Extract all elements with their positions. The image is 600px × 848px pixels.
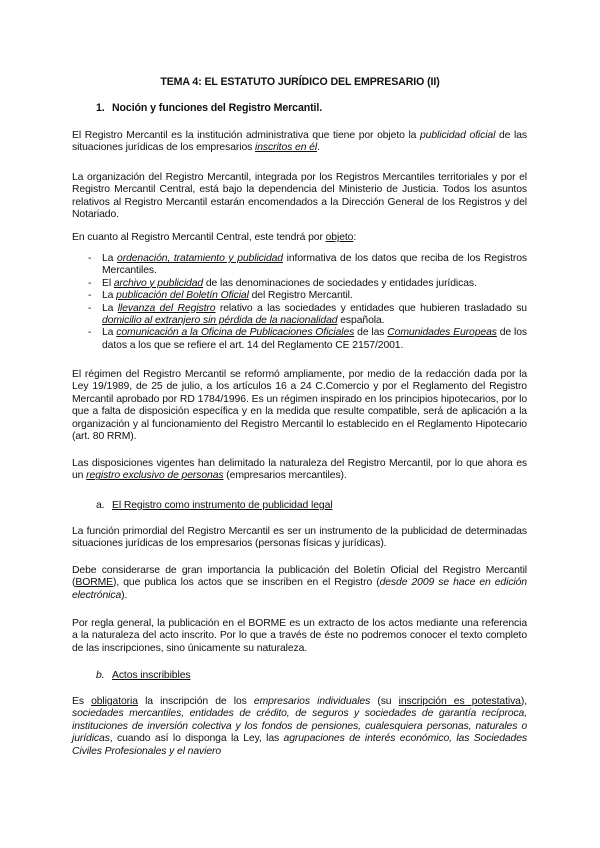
text-run: ( bbox=[72, 577, 76, 589]
text-run: publicación del Boletín Oficial del Registro Mercantil bbox=[278, 565, 527, 576]
text-run: agrupaciones de interés económico, las Sociedades Civiles Profesionales y el naviero bbox=[72, 733, 528, 757]
paragraph-definition bbox=[72, 130, 527, 155]
text-run: El bbox=[102, 277, 114, 289]
text-run: y por el bbox=[488, 172, 527, 183]
text-run: inscritos en él bbox=[255, 142, 318, 154]
subsection-number: a. bbox=[96, 500, 105, 511]
paragraph-extract bbox=[72, 618, 527, 655]
text-run: ), que bbox=[112, 577, 145, 589]
list-item bbox=[72, 253, 527, 278]
text-run: , está bajo la dependencia del bbox=[192, 184, 339, 196]
text-run: Por regla general, la bbox=[72, 618, 169, 629]
text-run: inscripción es potestativa bbox=[398, 696, 521, 707]
text-run: La bbox=[72, 526, 87, 537]
text-run: del Registro Mercantil. bbox=[248, 290, 353, 302]
text-run: La bbox=[102, 302, 118, 314]
paragraph-organization bbox=[72, 172, 527, 222]
text-run: del Registro Mercantil es ser un instrumento de la bbox=[167, 526, 402, 537]
text-run: texto completo bbox=[460, 630, 527, 642]
text-run: desde 2009 se hace en edición electrónica bbox=[72, 577, 527, 601]
text-run: ordenación, tratamiento y publicidad bbox=[117, 253, 283, 264]
paragraph-text bbox=[72, 526, 527, 551]
paragraph-text bbox=[72, 696, 527, 758]
text-run: comunicación a la Oficina de Publicaciones Oficiales bbox=[116, 327, 355, 339]
text-run: publicación bbox=[168, 618, 220, 629]
text-run: sociedades mercantiles, entidades de crédito, de seguros y sociedades de garantía recíproca, instituciones de inversión colectiva y los fondos de pensiones, cualesquiera personas, naturales o jurídicas bbox=[72, 708, 527, 745]
paragraph-borme bbox=[72, 565, 527, 602]
text-run: En cuanto al Registro Mercantil Central, este tendrá por bbox=[72, 232, 326, 243]
text-run: La organización del Registro Mercantil, integrada por los bbox=[72, 172, 336, 183]
list-item bbox=[72, 290, 527, 302]
text-run: El bbox=[72, 130, 85, 141]
text-run: empresarios individuales bbox=[253, 696, 371, 707]
text-run: Las disposiciones vigentes han delimitado la naturaleza del Registro Mercantil, por lo que ahora es un bbox=[72, 458, 527, 482]
text-run: La bbox=[102, 290, 117, 302]
text-run: Debe considerarse de gran importancia la bbox=[72, 565, 279, 576]
text-run: informativa de los datos que reciba de los Registros Mercantiles. bbox=[102, 253, 527, 277]
text-run: registro exclusivo de personas bbox=[86, 470, 224, 482]
text-run: , cuando así lo disponga la Ley, las bbox=[109, 733, 284, 745]
text-run: Registro Mercantil bbox=[84, 130, 168, 141]
paragraph-text bbox=[72, 232, 527, 244]
text-run: en el Registro ( bbox=[302, 577, 380, 589]
text-run: Registro Mercantil Central bbox=[72, 184, 193, 196]
paragraph-primary-function bbox=[72, 526, 527, 551]
text-run: Comunidades Europeas bbox=[387, 327, 497, 339]
text-run: . bbox=[317, 142, 320, 154]
paragraph-regime bbox=[72, 369, 527, 443]
text-run: de las bbox=[495, 130, 527, 141]
text-run: publicación del Boletín Oficial bbox=[116, 290, 249, 302]
section-number: 1. bbox=[96, 102, 105, 114]
subsection-label: Actos inscribibles bbox=[112, 670, 191, 681]
text-run: función primordial bbox=[86, 526, 168, 537]
text-run: la inscripción de los bbox=[137, 696, 254, 707]
paragraph-central-object bbox=[72, 232, 527, 244]
paragraph-registrable-acts bbox=[72, 696, 527, 758]
text-run: naturaleza del acto bbox=[91, 630, 179, 642]
text-run: de los empresarios (personas físicas y jurídicas). bbox=[163, 538, 387, 550]
text-run: Dirección General de los Registros y del Notariado bbox=[72, 196, 527, 221]
paragraph-text bbox=[72, 458, 527, 483]
text-run: publicidad bbox=[401, 526, 448, 537]
text-run: de las denominaciones de sociedades y entidades jurídicas. bbox=[203, 277, 477, 289]
subsection-number: b. bbox=[96, 670, 105, 681]
text-run: que se bbox=[222, 577, 263, 589]
text-run: BORME bbox=[75, 577, 113, 589]
text-run: de los datos a los que se refiere el art. 14 del Reglamento CE 2157/2001. bbox=[102, 327, 527, 351]
paragraph-text bbox=[72, 172, 527, 222]
text-run: publicidad oficial bbox=[420, 130, 496, 141]
text-run: reformó ampliamente bbox=[244, 369, 342, 380]
text-run: ). bbox=[121, 589, 128, 601]
text-run: principios hipotecarios bbox=[395, 393, 496, 405]
text-run: inscrito. Por lo que a través de éste bbox=[178, 630, 347, 642]
section-heading-1 bbox=[96, 102, 322, 114]
list-item bbox=[72, 327, 527, 352]
text-run: El régimen del Registro Mercantil se bbox=[72, 369, 245, 380]
text-run: podremos conocer el bbox=[358, 630, 461, 642]
text-run: de las bbox=[354, 327, 388, 339]
text-run: , por lo que a falta de disposición específica y en la medida que resulte compatible, será de aplicación a la organización y al funcionamiento del Registro Mercantil lo establecido en el bbox=[72, 393, 528, 430]
text-run: , por medio de la redacción dada por la Ley 19/1989, de 25 de julio, a los artículos 16 a 24 C.Comercio y por el Reglamento del Registro Mercantil aprobado por RD 1784/1996. Es un régimen inspirado en los bbox=[72, 369, 527, 405]
paragraph-text bbox=[72, 130, 527, 155]
text-run: situaciones jurídicas de los empresarios bbox=[72, 142, 253, 154]
text-run: (empresarios mercantiles). bbox=[223, 470, 347, 482]
text-run: de las inscripciones, sino únicamente su naturaleza. bbox=[72, 642, 308, 654]
text-run: situaciones jurídicas bbox=[72, 538, 164, 550]
text-run: Ministerio de Justicia bbox=[338, 184, 436, 196]
text-run: de determinadas bbox=[447, 526, 527, 537]
paragraph-text bbox=[72, 618, 527, 655]
list-item bbox=[72, 303, 527, 328]
subsection-heading-b bbox=[96, 670, 190, 682]
text-run: . Todos los asuntos relativos al Registro Mercantil estarán encomendados a la bbox=[72, 184, 527, 208]
text-run: ), bbox=[520, 696, 528, 707]
text-run: archivo y publicidad bbox=[113, 277, 204, 289]
text-run: relativo a las sociedades y entidades que hubieren trasladado su bbox=[215, 302, 527, 314]
text-run: no bbox=[346, 630, 359, 642]
subsection-heading-a bbox=[96, 500, 332, 512]
document-title: TEMA 4: EL ESTATUTO JURÍDICO DEL EMPRESARIO (II) bbox=[160, 76, 440, 88]
text-run: (su bbox=[370, 696, 399, 707]
section-label: Noción y funciones del Registro Mercantil. bbox=[112, 102, 323, 114]
text-run: La bbox=[102, 253, 118, 264]
text-run: en el BORME es un bbox=[219, 618, 319, 629]
paragraph-nature bbox=[72, 458, 527, 483]
list-item bbox=[72, 278, 527, 290]
text-run: extracto de los actos bbox=[318, 618, 413, 629]
text-run: mediante una referencia a la bbox=[72, 618, 528, 642]
text-run: inscriben bbox=[262, 577, 303, 589]
text-run: llevanza del Registro bbox=[117, 302, 216, 314]
text-run: Reglamento Hipotecario bbox=[417, 418, 527, 430]
text-run: (art. 80 RRM). bbox=[72, 431, 137, 443]
objectives-list bbox=[72, 253, 527, 352]
paragraph-text bbox=[72, 369, 527, 443]
text-run: domicilio al extranjero sin pérdida de la nacionalidad bbox=[102, 315, 338, 327]
text-run: es la institución administrativa que tiene por objeto la bbox=[167, 130, 420, 141]
text-run: . bbox=[116, 209, 119, 221]
subsection-label: El Registro como instrumento de publicidad legal bbox=[112, 500, 333, 511]
text-run: : bbox=[353, 232, 357, 243]
text-run: La bbox=[102, 327, 117, 339]
text-run: obligatoria bbox=[91, 696, 138, 707]
text-run: publica los actos bbox=[144, 577, 223, 589]
paragraph-text bbox=[72, 565, 527, 602]
text-run: objeto bbox=[325, 232, 354, 243]
text-run: Registros Mercantiles territoriales bbox=[335, 172, 489, 183]
text-run: española. bbox=[337, 315, 385, 327]
text-run: Es bbox=[72, 696, 92, 707]
